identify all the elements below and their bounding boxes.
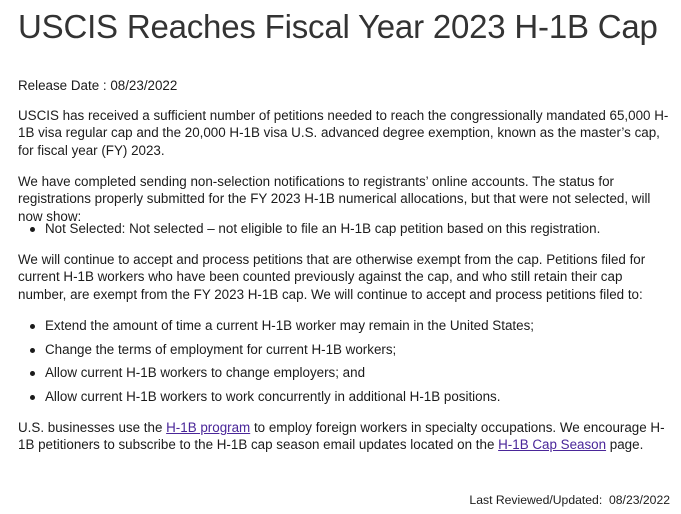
list-item: Not Selected: Not selected – not eligible to file an H-1B cap petition based on this registration. — [18, 220, 600, 237]
page-title: USCIS Reaches Fiscal Year 2023 H-1B Cap — [18, 8, 658, 45]
petition-list — [18, 317, 534, 411]
release-date-value: 08/23/2022 — [110, 78, 178, 93]
paragraph-text: page. — [606, 437, 644, 453]
last-reviewed-label: Last Reviewed/Updated: — [469, 493, 603, 507]
paragraph-text: to employ foreign workers in specialty occupations. We encourage H-1B petitioners to subscribe to the H-1B cap season email updates located on the — [18, 420, 665, 453]
release-date-label: Release Date : — [18, 78, 107, 93]
paragraph-text: U.S. businesses use the — [18, 420, 167, 435]
status-list — [18, 220, 600, 237]
last-reviewed-date: 08/23/2022 — [609, 493, 670, 507]
h1b-program-link[interactable]: H-1B program — [166, 420, 251, 435]
h1b-cap-season-link[interactable]: H-1B Cap Season — [498, 437, 607, 453]
release-date — [18, 77, 673, 94]
list-item: Allow current H-1B workers to work concurrently in additional H-1B positions. — [18, 388, 534, 405]
paragraph-h1b-program — [18, 419, 673, 454]
paragraph-non-selection: We have completed sending non-selection notifications to registrants’ online accounts. The status for registrations properly submitted for the FY 2023 H-1B numerical allocations, but that were not selected, will now show: — [18, 174, 651, 224]
paragraph-cap-exempt: We will continue to accept and process petitions that are otherwise exempt from the cap. Petitions filed for current H-1B workers who have been counted previously against the cap, and who still retain their cap number, are exempt from the FY 2023 H-1B cap. We will continue to accept and process petitions filed to: — [18, 252, 646, 302]
list-item: Change the terms of employment for current H-1B workers; — [18, 341, 534, 358]
last-reviewed — [469, 493, 670, 507]
list-item: Allow current H-1B workers to change employers; and — [18, 364, 534, 381]
paragraph-cap-reached: USCIS has received a sufficient number of petitions needed to reach the congressionally mandated 65,000 H-1B visa regular cap and the 20,000 H-1B visa U.S. advanced degree exemption, known as the master’s cap, for fiscal year (FY) 2023. — [18, 108, 669, 158]
list-item: Extend the amount of time a current H-1B worker may remain in the United States; — [18, 317, 534, 334]
